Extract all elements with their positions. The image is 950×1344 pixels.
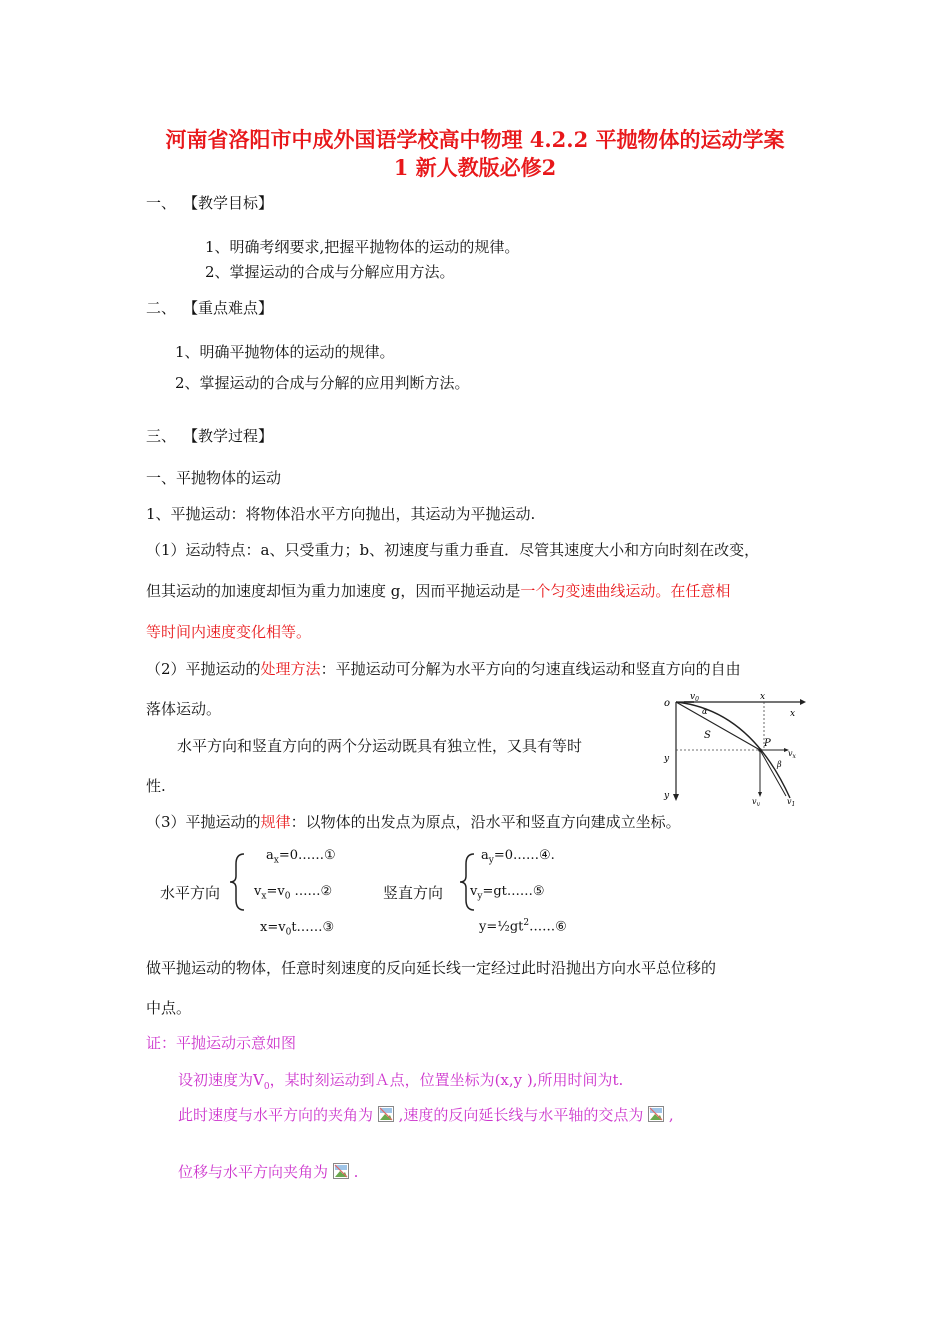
law-prefix: （3）平抛运动的 — [146, 813, 261, 831]
vx-equation: $v_x=v_0$ ……② — [254, 884, 333, 902]
conclusion-line2: 中点。 — [146, 999, 192, 1017]
section-2-item-2: 2、掌握运动的合成与分解的应用判断方法。 — [175, 374, 470, 392]
section-2-heading: 【重点难点】 — [183, 299, 274, 317]
method-text: ：平抛运动可分解为水平方向的匀速直线运动和竖直方向的自由 — [320, 660, 741, 678]
definition-paragraph: 1、平抛运动：将物体沿水平方向抛出，其运动为平抛运动. — [146, 505, 536, 523]
document-title-line1: 河南省洛阳市中成外国语学校高中物理 4.2.2 平抛物体的运动学案 — [165, 127, 785, 152]
x-equation: $x=v_0t\dots\dots ③$ — [260, 920, 335, 938]
v1-label: $v_1$ — [787, 797, 796, 806]
point-p — [758, 748, 762, 752]
subheading-projectile: 一、平抛物体的运动 — [146, 469, 282, 487]
method-paragraph-line4: 性. — [146, 777, 166, 795]
y-equation: $y=\frac{1}{2}gt^2\dots\dots ⑥$ — [479, 918, 567, 935]
vertical-brace — [458, 852, 478, 912]
y-axis-arrow — [673, 794, 679, 801]
displacement-line — [676, 702, 760, 750]
vx-label: $v_x$ — [788, 749, 796, 760]
section-2-item-1: 1、明确平抛物体的运动的规律。 — [175, 343, 395, 361]
feature-text: 但其运动的加速度却恒为重力加速度 g，因而平抛运动是 — [146, 582, 521, 600]
feature-paragraph-line3: 等时间内速度变化相等。 — [146, 623, 312, 641]
vy-equation: $v_y=gt\dots\dots ⑤$ — [470, 884, 545, 902]
method-paragraph-line1 — [146, 658, 741, 679]
proof-heading: 证：平抛运动示意如图 — [146, 1034, 297, 1052]
y-mid-label: y — [664, 754, 670, 764]
law-paragraph — [146, 811, 681, 832]
ax-equation: $a_x=0\dots\dots ①$ — [266, 848, 336, 866]
section-2-number: 二、 — [146, 299, 177, 317]
method-prefix: （2）平抛运动的 — [146, 660, 261, 678]
horizontal-brace — [228, 852, 248, 912]
feature-paragraph-line1: （1）运动特点：a、只受重力；b、初速度与重力垂直．尽管其速度大小和方向时刻在改变， — [146, 541, 760, 559]
feature-paragraph-line2 — [146, 580, 730, 601]
law-keyword: 规律 — [260, 813, 291, 831]
beta-label: β — [777, 760, 782, 769]
p-label: P — [764, 738, 771, 749]
y-axis-label: y — [664, 791, 670, 801]
section-3-heading: 【教学过程】 — [183, 427, 274, 445]
conclusion-line1: 做平抛运动的物体，任意时刻速度的反向延长线一定经过此时沿抛出方向水平总位移的 — [146, 959, 717, 977]
proof-line1: 设初速度为$V_0$，某时刻运动到Ａ点，位置坐标为(x,y ),所用时间为t. — [178, 1071, 624, 1092]
section-3-number: 三、 — [146, 427, 177, 445]
x-axis-label: x — [790, 709, 796, 719]
document-title-line2: 1 新人教版必修2 — [393, 155, 557, 180]
broken-image-icon — [378, 1106, 394, 1122]
ay-equation: $a_y=0\dots\dots ④$. — [481, 848, 555, 866]
projectile-diagram — [660, 690, 810, 806]
law-text: ：以物体的出发点为原点，沿水平和竖直方向建成立坐标。 — [290, 813, 681, 831]
v1-vector — [760, 750, 786, 796]
s-label: S — [704, 730, 711, 741]
vertical-direction-label: 竖直方向 — [383, 884, 444, 902]
x-top-label: x — [760, 692, 766, 702]
section-1-heading: 【教学目标】 — [183, 194, 274, 212]
proof-line3: 位移与水平方向夹角为 . — [178, 1163, 359, 1181]
origin-label: o — [664, 698, 671, 709]
x-axis-arrow — [800, 699, 806, 705]
alpha-label: α — [702, 707, 708, 716]
section-1-item-1: 1、明确考纲要求,把握平抛物体的运动的规律。 — [205, 238, 520, 256]
broken-image-icon — [333, 1163, 349, 1179]
section-1-item-2: 2、掌握运动的合成与分解应用方法。 — [205, 263, 455, 281]
horizontal-direction-label: 水平方向 — [160, 884, 221, 902]
section-1-number: 一、 — [146, 194, 177, 212]
proof-line2: 此时速度与水平方向的夹角为 ,速度的反向延长线与水平轴的交点为 , — [178, 1106, 674, 1124]
method-keyword: 处理方法 — [260, 660, 321, 678]
method-paragraph-line3: 水平方向和竖直方向的两个分运动既具有独立性，又具有等时 — [177, 737, 583, 755]
feature-highlight: 一个匀变速曲线运动。在任意相 — [520, 582, 731, 600]
method-paragraph-line2: 落体运动。 — [146, 700, 222, 718]
broken-image-icon — [648, 1106, 664, 1122]
vy-label: $v_y$ — [752, 797, 760, 806]
v0-label: $v_0$ — [690, 692, 699, 703]
